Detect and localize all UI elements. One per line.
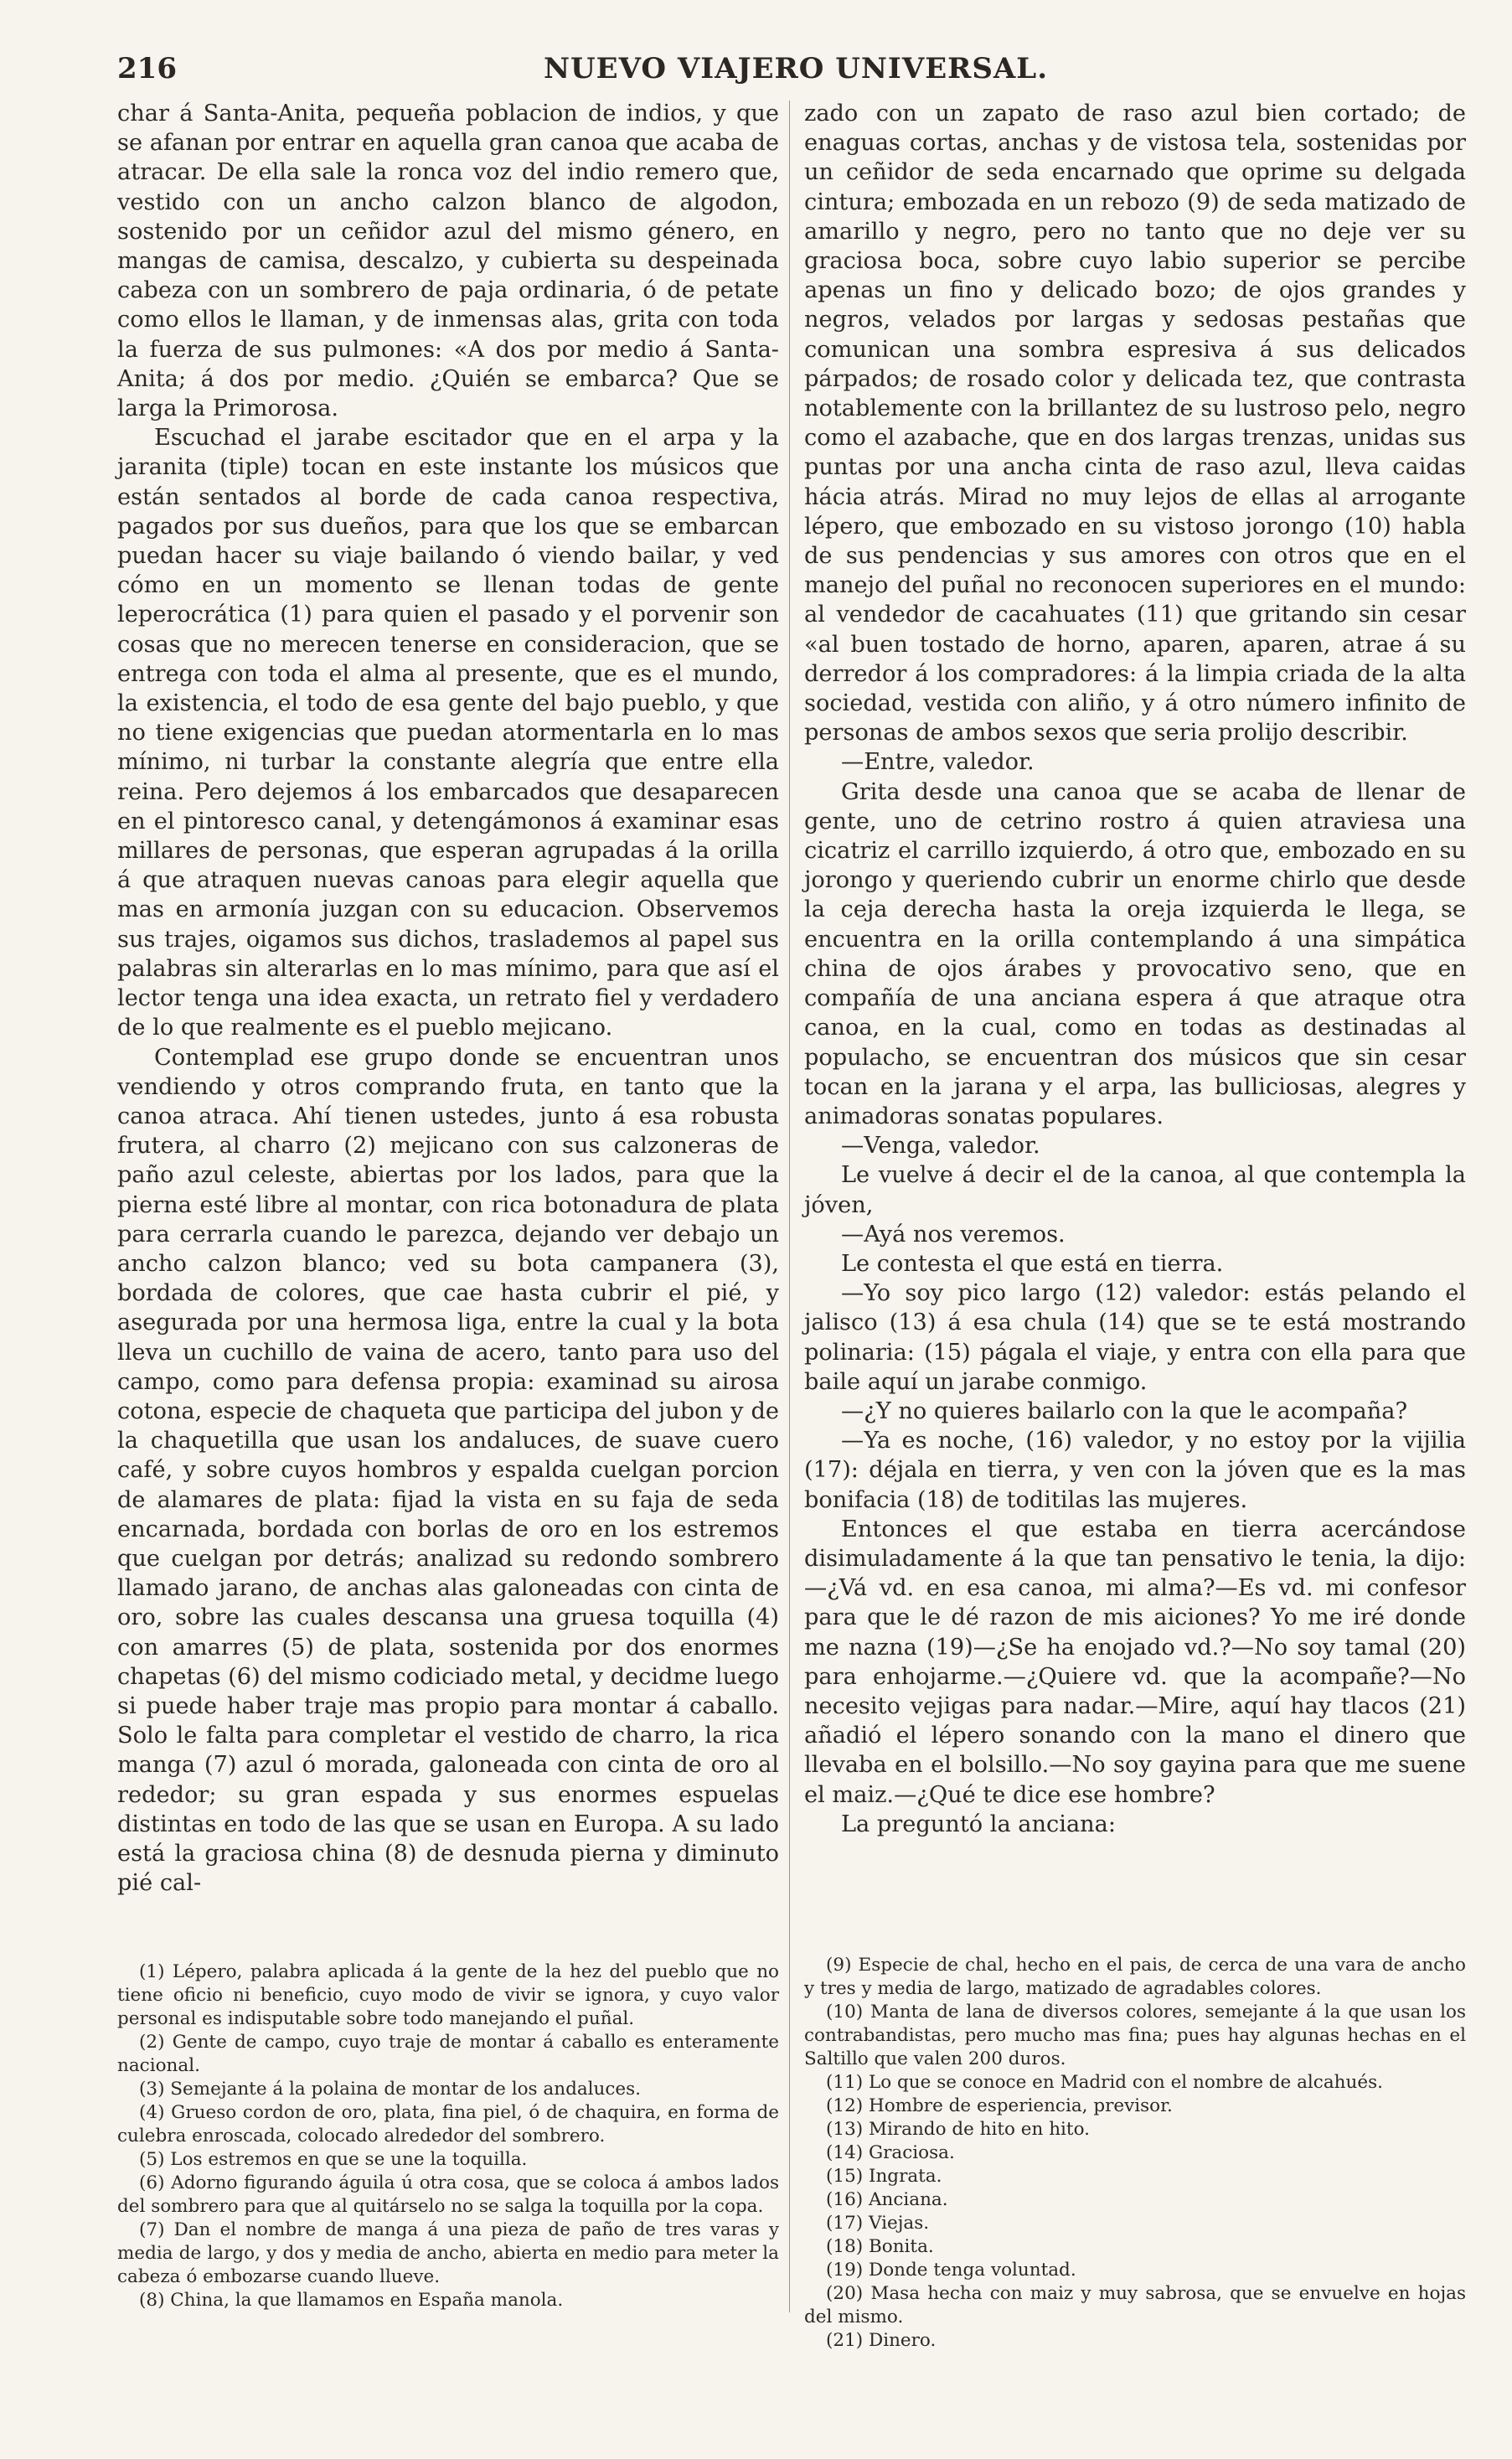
footnote: (19) Donde tenga voluntad. [826, 2260, 1076, 2281]
footnote: (2) Gente de campo, cuyo traje de montar á caballo es enteramente nacional. [117, 2032, 779, 2076]
footnote: (13) Mirando de hito en hito. [826, 2119, 1090, 2140]
left-column [117, 99, 779, 1898]
paragraph: zado con un zapato de raso azul bien cortado; de enaguas cortas, anchas y de vistosa tela, sostenidas por un ceñidor de seda encarnado que oprime su delgada cintura; embozada en un rebozo (9) de seda matizado de amarillo y negro, pero no tanto que no deje ver su graciosa boca, sobre cuyo labio superior se percibe apenas un fino y delicado bozo; de ojos grandes y negros, velados por largas y sedosas pestañas que comunican una sombra espresiva á sus delicados párpados; de rosado color y delicada tez, que contrasta notablemente con la brillantez de su lustroso pelo, negro como el azabache, que en dos largas trenzas, unidas sus puntas por una ancha cinta de raso azul, lleva caidas hácia atrás. Mirad no muy lejos de ellas al arrogante lépero, que embozado en su vistoso jorongo (10) habla de sus pendencias y sus amores con otros que en el manejo del puñal no reconocen superiores en el mundo: al vendedor de cacahuates (11) que gritando sin cesar «al buen tostado de horno, aparen, aparen, atrae á su derredor á los compradores: á la limpia criada de la alta sociedad, vestida con aliño, y á otro número infinito de personas de ambos sexos que seria prolijo describir. [804, 101, 1466, 746]
dialogue-line: —Venga, valedor. [841, 1133, 1040, 1160]
dialogue-line: —Ayá nos veremos. [841, 1221, 1066, 1248]
footnote: (21) Dinero. [826, 2330, 937, 2351]
footnote: (5) Los estremos en que se une la toquilla. [139, 2149, 528, 2170]
paragraph: La preguntó la anciana: [841, 1811, 1117, 1837]
footnote: (9) Especie de chal, hecho en el pais, de cerca de una vara de ancho y tres y media de largo, matizado de agradables colores. [804, 1955, 1466, 1999]
footnote: (7) Dan el nombre de manga á una pieza de paño de tres varas y media de largo, y dos y media de ancho, abierta en medio para meter la cabeza ó embozarse cuando llueve. [117, 2219, 779, 2287]
footnote: (15) Ingrata. [826, 2166, 942, 2187]
running-head: NUEVO VIAJERO UNIVERSAL. [543, 52, 1049, 85]
footnote: (16) Anciana. [826, 2189, 948, 2210]
footnote: (18) Bonita. [826, 2236, 934, 2257]
dialogue-line: —Yo soy pico largo (12) valedor: estás pelando el jalisco (13) á esa chula (14) que se te está mostrando polinaria: (15) págala el viaje, y entra con ella para que baile aquí un jarabe conmigo. [804, 1280, 1466, 1395]
footnotes-left [117, 1960, 779, 2312]
right-column [804, 99, 1466, 1839]
paragraph: Entonces el que estaba en tierra acercándose disimuladamente á la que tan pensativo le tenia, la dijo: —¿Vá vd. en esa canoa, mi alma?—Es vd. mi confesor para que le dé razon de mis aiciones? Yo me iré donde me nazna (19)—¿Se ha enojado vd.?—No soy tamal (20) para enhojarme.—¿Quiere vd. que la acompañe?—No necesito vejigas para nadar.—Mire, aquí hay tlacos (21) añadió el lépero sonando con la mano el dinero que llevaba en el bolsillo.—No soy gayina para que me suene el maiz.—¿Qué te dice ese hombre? [804, 1516, 1466, 1808]
footnotes-right [804, 1954, 1466, 2353]
footnote: (20) Masa hecha con maiz y muy sabrosa, que se envuelve en hojas del mismo. [804, 2283, 1466, 2327]
paragraph: Contemplad ese grupo donde se encuentran unos vendiendo y otros comprando fruta, en tanto que la canoa atraca. Ahí tienen ustedes, junto á esa robusta frutera, al charro (2) mejicano con sus calzoneras de paño azul celeste, abiertas por los lados, para que la pierna esté libre al montar, con rica botonadura de plata para cerrarla cuando le parezca, dejando ver debajo un ancho calzon blanco; ved su bota campanera (3), bordada de colores, que cae hasta cubrir el pié, y asegurada por una hermosa liga, entre la cual y la bota lleva un cuchillo de vaina de acero, tanto para uso del campo, como para defensa propia: examinad su airosa cotona, especie de chaqueta que participa del jubon y de la chaquetilla que usan los andaluces, de suave cuero café, y sobre cuyos hombros y espalda cuelgan porcion de alamares de plata: fijad la vista en su faja de seda encarnada, bordada con borlas de oro en los estremos que cuelgan por detrás; analizad su redondo sombrero llamado jarano, de anchas alas galoneadas con cinta de oro, sobre las cuales descansa una gruesa toquilla (4) con amarres (5) de plata, sostenida por dos enormes chapetas (6) del mismo codiciado metal, y decidme luego si puede haber traje mas propio para montar á caballo. Solo le falta para completar el vestido de charro, la rica manga (7) azul ó morada, galoneada con cinta de oro al rededor; su gran espada y sus enormes espuelas distintas en todo de las que se usan en Europa. A su lado está la graciosa china (8) de desnuda pierna y diminuto pié cal- [117, 1044, 779, 1897]
footnote: (10) Manta de lana de diversos colores, semejante á la que usan los contrabandistas, pero mucho mas fina; pues hay algunas hechas en el Saltillo que valen 200 duros. [804, 2002, 1466, 2069]
footnote: (1) Lépero, palabra aplicada á la gente de la hez del pueblo que no tiene oficio ni beneficio, cuyo modo de vivir se ignora, y cuyo valor personal es indisputable sobre todo manejando el puñal. [117, 1961, 779, 2029]
dialogue-line: —Entre, valedor. [841, 749, 1035, 776]
footnote: (4) Grueso cordon de oro, plata, fina piel, ó de chaquira, en forma de culebra enroscada, colocado alrededor del sombrero. [117, 2102, 779, 2146]
footnote: (6) Adorno figurando águila ú otra cosa, que se coloca á ambos lados del sombrero para que al quitárselo no se salga la toquilla por la copa. [117, 2172, 779, 2217]
page-header [117, 52, 1474, 94]
footnote: (8) China, la que llamamos en España manola. [139, 2290, 564, 2311]
paragraph: Escuchad el jarabe escitador que en el arpa y la jaranita (tiple) tocan en este instante los músicos que están sentados al borde de cada canoa respectiva, pagados por sus dueños, para que los que se embarcan puedan hacer su viaje bailando ó viendo bailar, y ved cómo en un momento se llenan todas de gente leperocrática (1) para quien el pasado y el porvenir son cosas que no merecen tenerse en consideracion, que se entrega con toda el alma al presente, que es el mundo, la existencia, el todo de esa gente del bajo pueblo, y que no tiene exigencias que puedan atormentarla en lo mas mínimo, ni turbar la constante alegría que entre ella reina. Pero dejemos á los embarcados que desaparecen en el pintoresco canal, y detengámonos á examinar esas millares de personas, que esperan agrupadas á la orilla á que atraquen nuevas canoas para elegir aquella que mas en armonía juzgan con su educacion. Observemos sus trajes, oigamos sus dichos, traslademos al papel sus palabras sin alterarlas en lo mas mínimo, para que así el lector tenga una idea exacta, un retrato fiel y verdadero de lo que realmente es el pueblo mejicano. [117, 425, 779, 1041]
footnote: (12) Hombre de esperiencia, previsor. [826, 2095, 1173, 2116]
page-number: 216 [117, 52, 177, 85]
paragraph: Le contesta el que está en tierra. [841, 1250, 1224, 1277]
footnote: (3) Semejante á la polaina de montar de los andaluces. [139, 2079, 642, 2100]
footnote: (11) Lo que se conoce en Madrid con el nombre de alcahués. [826, 2072, 1383, 2093]
paragraph: Grita desde una canoa que se acaba de llenar de gente, uno de cetrino rostro á quien atraviesa una cicatriz el carrillo izquierdo, á otro que, embozado en su jorongo y queriendo cubrir un enorme chirlo que desde la ceja derecha hasta la oreja izquierda le llega, se encuentra en la orilla contemplando á una simpática china de ojos árabes y provocativo seno, que en compañía de una anciana espera á que atraque otra canoa, en la cual, como en todas as destinadas al populacho, se encuentran dos músicos que sin cesar tocan en la jarana y el arpa, las bulliciosas, alegres y animadoras sonatas populares. [804, 778, 1466, 1129]
dialogue-line: —Ya es noche, (16) valedor, y no estoy por la vijilia (17): déjala en tierra, y ven con la jóven que es la mas bonifacia (18) de toditilas las mujeres. [804, 1428, 1466, 1513]
paragraph: char á Santa-Anita, pequeña poblacion de indios, y que se afanan por entrar en aquella gran canoa que acaba de atracar. De ella sale la ronca voz del indio remero que, vestido con un ancho calzon blanco de algodon, sostenido por un ceñidor azul del mismo género, en mangas de camisa, descalzo, y cubierta su despeinada cabeza con un sombrero de paja ordinaria, ó de petate como ellos le llaman, y de inmensas alas, grita con toda la fuerza de sus pulmones: «A dos por medio á Santa-Anita; á dos por medio. ¿Quién se embarca? Que se larga la Primorosa. [117, 101, 779, 422]
dialogue-line: —¿Y no quieres bailarlo con la que le acompaña? [841, 1397, 1408, 1424]
footnote: (17) Viejas. [826, 2213, 930, 2234]
column-divider [789, 101, 790, 2312]
footnote: (14) Graciosa. [826, 2142, 955, 2163]
paragraph: Le vuelve á decir el de la canoa, al que contempla la jóven, [804, 1162, 1466, 1218]
